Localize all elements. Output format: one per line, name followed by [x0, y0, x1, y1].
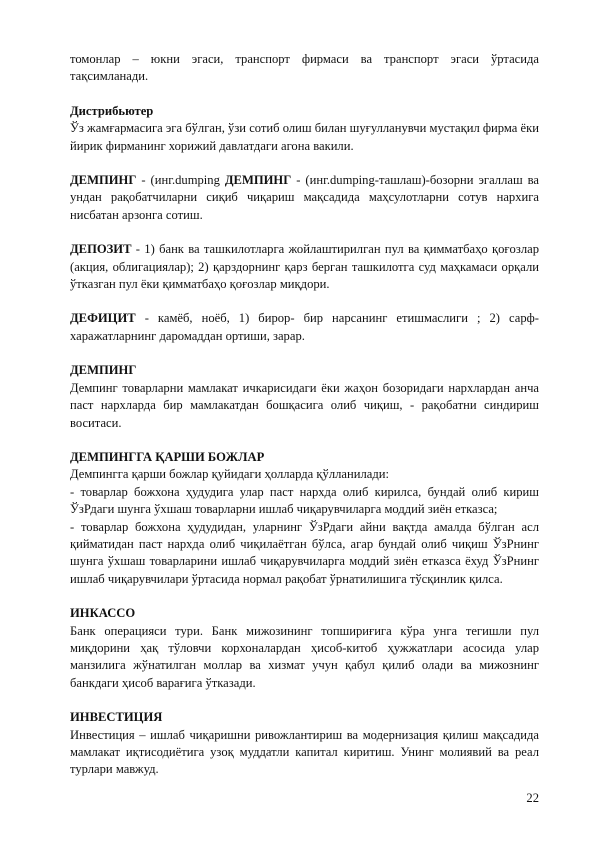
- antidumping-heading: ДЕМПИНГГА ҚАРШИ БОЖЛАР: [70, 449, 265, 464]
- incasso-heading: ИНКАССО: [70, 606, 136, 621]
- antidumping-item: - товарлар божхона ҳудудига улар паст нархда олиб кирилса, бундай олиб кириш ЎзРдаги шунга ўхшаш товарларни ишлаб чиқарувчиларга моддий зиён етказса;: [70, 484, 539, 517]
- spacer: [70, 224, 539, 241]
- deficit-text: - камёб, ноёб, 1) бирор- бир нарсанинг етишмаслиги ; 2) сарф-харажатларнинг даромаддан ортиши, зарар.: [70, 311, 539, 343]
- page-number: 22: [526, 791, 539, 805]
- dumping-term: ДЕМПИНГ: [70, 173, 137, 188]
- document-page: [70, 51, 539, 779]
- dumping-definition: [70, 172, 539, 224]
- spacer: [70, 692, 539, 709]
- spacer: [70, 345, 539, 362]
- investment-text: Инвестиция – ишлаб чиқаришни ривожлантириш ва модернизация қилиш мақсадида мамлакат иқтисодиётига узоқ муддатли капитал киритиш. Унинг молиявий ва реал турлари мавжуд.: [70, 727, 539, 777]
- distributor-text: Ўз жамғармасига эга бўлган, ўзи сотиб олиш билан шуғулланувчи мустақил фирма ёки йирик фирманинг хорижий давлатдаги агона вакили.: [70, 121, 539, 153]
- investment-heading: ИНВЕСТИЦИЯ: [70, 710, 163, 725]
- distributor-heading: Дистрибьютер: [70, 103, 154, 118]
- spacer: [70, 588, 539, 605]
- spacer: [70, 293, 539, 310]
- antidumping-item: - товарлар божхона ҳудудидан, уларнинг ЎзРдаги айни вақтда амалда бўлган асл қийматидан паст нархда олиб чиқилаётган бўлса, агар бундай олиб чиқиш ЎзРнинг шунга ўхшаш товарларини ишлаб чиқарувчиларга моддий зиён етказса ёхуд ЎзРнинг ишлаб чиқарувчилари ўртасида нормал рақобат ўрнатилишига тўсқинлик қилса.: [70, 519, 539, 586]
- deficit-definition: [70, 310, 539, 345]
- incasso-text: Банк операцияси тури. Банк мижозининг топшириғига кўра унга тегишли пул миқдорини ҳақ тўловчи корхоналардан ҳисоб-китоб ҳужжатлари асосида улар манзилига жўнатилган моллар ва хизмат учун қабул қилиб олади ва мижознинг банкдаги ҳисоб варағига ўтказади.: [70, 623, 539, 690]
- spacer: [70, 86, 539, 103]
- deposit-term: ДЕПОЗИТ: [70, 242, 132, 257]
- dumping-term-repeat: ДЕМПИНГ: [224, 173, 292, 188]
- spacer: [70, 155, 539, 172]
- intro-fragment: томонлар – юкни эгаси, транспорт фирмаси ва транспорт эгаси ўртасида тақсимланади.: [70, 52, 539, 84]
- deficit-term: ДЕФИЦИТ: [70, 311, 136, 326]
- dumping-text: Демпинг товарларни мамлакат ичкарисидаги ёки жаҳон бозоридаги нархлардан анча паст нархларда бир мамлакатдан бошқасига олиб чиқиш, - рақобатни синдириш воситаси.: [70, 380, 539, 430]
- spacer: [70, 432, 539, 449]
- dumping-heading: ДЕМПИНГ: [70, 363, 137, 378]
- deposit-definition: [70, 241, 539, 293]
- dumping-text-a: - (инг.dumping: [136, 173, 225, 188]
- antidumping-intro: Демпингга қарши божлар қуйидаги ҳолларда қўлланилади:: [70, 467, 389, 482]
- deposit-text: - 1) банк ва ташкилотларга жойлаштирилган пул ва қимматбаҳо қоғозлар (акция, облигациялар); 2) қарздорнинг қарз берган ташкилотга суд маҳкамаси орқали ўтказган пул ёки қимматбаҳо қоғозлар миқдори.: [70, 242, 539, 292]
- dumping-text-b: - (инг.dumping-ташлаш)-бозорни эгаллаш ва ундан рақобатчиларни сиқиб чиқариш мақсадида маҳсулотларни сотув нархига нисбатан арзонга сотиш.: [70, 173, 540, 222]
